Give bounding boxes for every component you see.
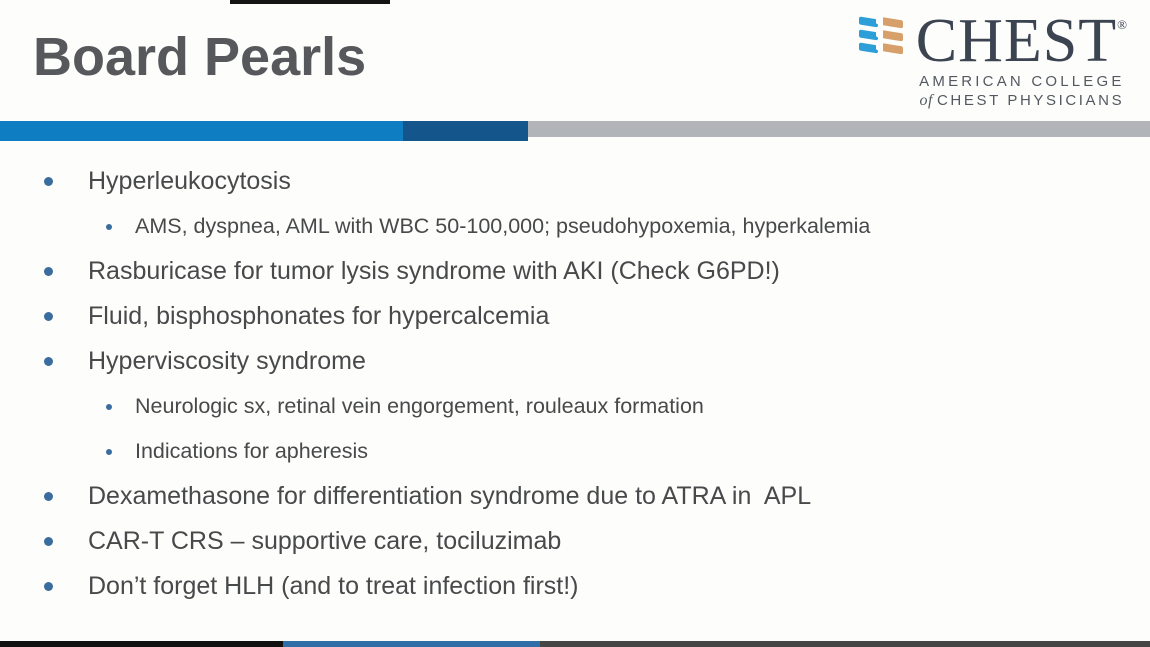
list-item — [0, 384, 1120, 429]
video-top-artifact — [230, 0, 390, 4]
bullet-text: Fluid, bisphosphonates for hypercalcemia — [88, 302, 550, 330]
list-item — [0, 474, 1120, 519]
bullet-icon — [44, 177, 53, 186]
logo-subtitle-line1: AMERICAN COLLEGE — [919, 73, 1125, 90]
bullet-list — [0, 159, 1120, 609]
list-item — [0, 294, 1120, 339]
list-item — [0, 204, 1120, 249]
chest-wordmark: CHEST ® — [915, 7, 1128, 75]
title-divider-band — [0, 121, 1150, 142]
bullet-icon — [44, 537, 53, 546]
divider-segment-blue — [0, 121, 403, 141]
chest-logo-mark-icon — [856, 12, 906, 71]
bullet-text: Rasburicase for tumor lysis syndrome with AKI (Check G6PD!) — [88, 257, 780, 285]
page-title: Board Pearls — [33, 27, 367, 87]
registered-mark: ® — [1117, 17, 1128, 32]
divider-segment-gray — [528, 121, 1150, 137]
video-progress-bar[interactable] — [0, 641, 1150, 647]
bullet-icon — [44, 267, 53, 276]
progress-segment-gray — [540, 641, 1150, 647]
bullet-icon — [106, 224, 112, 230]
bullet-text: Indications for apheresis — [135, 439, 369, 463]
bullet-icon — [44, 312, 53, 321]
divider-segment-navy — [403, 121, 528, 141]
bullet-text: Dexamethasone for differentiation syndrome due to ATRA in APL — [88, 482, 812, 510]
list-item — [0, 339, 1120, 384]
list-item — [0, 519, 1120, 564]
bullet-text: Hyperviscosity syndrome — [88, 347, 366, 375]
bullet-icon — [44, 357, 53, 366]
bullet-text: Hyperleukocytosis — [88, 167, 291, 195]
list-item — [0, 159, 1120, 204]
bullet-icon — [106, 404, 112, 410]
bullet-text: Neurologic sx, retinal vein engorgement, rouleaux formation — [135, 394, 704, 418]
logo-subtitle-line2: of CHEST PHYSICIANS — [919, 92, 1125, 109]
bullet-text: CAR-T CRS – supportive care, tociluzimab — [88, 527, 562, 555]
bullet-text: AMS, dyspnea, AML with WBC 50-100,000; pseudohypoxemia, hyperkalemia — [135, 214, 871, 238]
bullet-icon — [44, 492, 53, 501]
logo-of: of — [919, 92, 933, 109]
bullet-text: Don’t forget HLH (and to treat infection first!) — [88, 572, 579, 600]
bullet-icon — [44, 582, 53, 591]
progress-segment-blue — [283, 641, 540, 647]
list-item — [0, 249, 1120, 294]
bullet-icon — [106, 449, 112, 455]
chest-logo — [856, 7, 1128, 110]
list-item — [0, 564, 1120, 609]
progress-segment-dark — [0, 641, 283, 647]
list-item — [0, 429, 1120, 474]
